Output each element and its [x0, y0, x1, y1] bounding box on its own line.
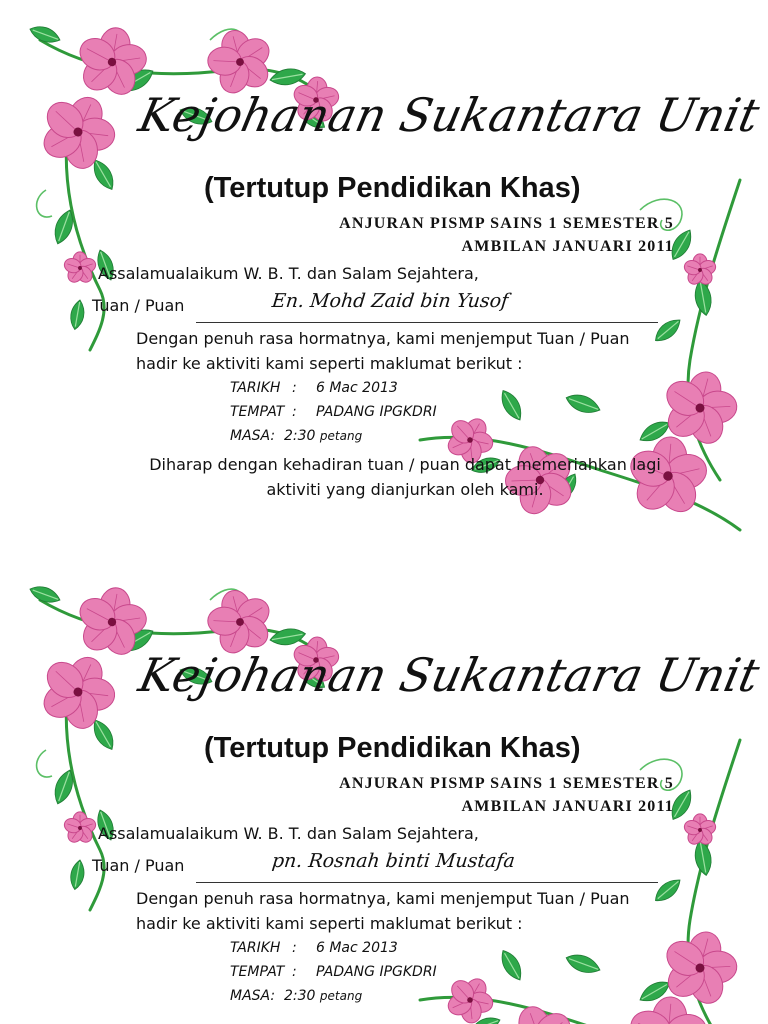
organizer-line-1: ANJURAN PISMP SAINS 1 SEMESTER 5	[339, 215, 674, 232]
greeting-text: Assalamualaikum W. B. T. dan Salam Sejahtera,	[98, 264, 479, 283]
date-label: TARIKH	[230, 380, 281, 396]
date-separator: :	[292, 380, 297, 396]
invitation-body	[136, 326, 630, 376]
closing-line-1: Diharap dengan kehadiran tuan / puan dapat memeriahkan lagi	[149, 455, 661, 474]
organizer-block	[339, 772, 674, 818]
flower-icon	[63, 812, 98, 845]
leaf-icon	[68, 299, 86, 331]
body-line-1: Dengan penuh rasa hormatnya, kami menjemput Tuan / Puan	[136, 889, 630, 908]
invitation-card-2	[0, 560, 768, 1024]
flower-icon	[63, 252, 98, 285]
flower-icon	[436, 968, 503, 1024]
time-value: 2:30	[284, 988, 316, 1004]
time-value: 2:30	[284, 428, 316, 444]
place-value: PADANG IPGKDRI	[316, 404, 437, 420]
salutation-label: Tuan / Puan	[92, 856, 185, 875]
recipient-underline	[196, 882, 658, 883]
leaf-icon	[651, 315, 684, 346]
organizer-line-2: AMBILAN JANUARI 2011	[461, 238, 674, 255]
leaf-icon	[497, 947, 527, 984]
body-line-1: Dengan penuh rasa hormatnya, kami menjemput Tuan / Puan	[136, 329, 630, 348]
event-details	[230, 376, 437, 448]
body-line-2: hadir ke aktiviti kami seperti maklumat berikut :	[136, 354, 523, 373]
event-subtitle: (Tertutup Pendidikan Khas)	[204, 172, 581, 204]
date-separator: :	[292, 940, 297, 956]
recipient-underline	[196, 322, 658, 323]
event-details	[230, 936, 437, 1008]
closing-line-2: aktiviti yang dianjurkan oleh kami.	[266, 480, 544, 499]
body-line-2: hadir ke aktiviti kami seperti maklumat berikut :	[136, 914, 523, 933]
event-title: Kejohanan Sukantara Unit	[134, 648, 765, 702]
recipient-name: En. Mohd Zaid bin Yusof	[270, 290, 510, 312]
time-suffix: petang	[319, 429, 363, 443]
tendril	[37, 750, 52, 777]
tendril	[37, 190, 52, 217]
time-row	[230, 424, 437, 448]
date-row	[230, 376, 437, 400]
flower-icon	[683, 814, 718, 847]
salutation-label: Tuan / Puan	[92, 296, 185, 315]
organizer-line-2: AMBILAN JANUARI 2011	[461, 798, 674, 815]
date-value: 6 Mac 2013	[316, 940, 398, 956]
time-label: MASA:	[230, 428, 276, 444]
leaf-icon	[564, 950, 603, 977]
place-row	[230, 400, 437, 424]
leaf-icon	[564, 390, 603, 417]
flower-icon	[25, 642, 130, 745]
organizer-block	[339, 212, 674, 258]
flower-icon	[69, 582, 155, 665]
date-value: 6 Mac 2013	[316, 380, 398, 396]
date-row	[230, 936, 437, 960]
closing-text	[140, 452, 670, 502]
greeting-text: Assalamualaikum W. B. T. dan Salam Sejahtera,	[98, 824, 479, 843]
organizer-line-1: ANJURAN PISMP SAINS 1 SEMESTER 5	[339, 775, 674, 792]
flower-icon	[25, 82, 130, 185]
place-separator: :	[292, 964, 297, 980]
place-value: PADANG IPGKDRI	[316, 964, 437, 980]
recipient-name: pn. Rosnah binti Mustafa	[270, 850, 516, 872]
place-label: TEMPAT	[230, 404, 285, 420]
time-suffix: petang	[319, 989, 363, 1003]
event-subtitle: (Tertutup Pendidikan Khas)	[204, 732, 581, 764]
place-label: TEMPAT	[230, 964, 285, 980]
flower-icon	[683, 254, 718, 287]
flower-icon	[493, 995, 588, 1024]
date-label: TARIKH	[230, 940, 281, 956]
flower-icon	[69, 22, 155, 105]
time-row	[230, 984, 437, 1008]
leaf-icon	[497, 387, 527, 424]
time-label: MASA:	[230, 988, 276, 1004]
leaf-icon	[651, 875, 684, 906]
leaf-icon	[68, 859, 86, 891]
leaf-icon	[269, 66, 307, 87]
place-row	[230, 960, 437, 984]
place-separator: :	[292, 404, 297, 420]
event-title: Kejohanan Sukantara Unit	[134, 88, 765, 142]
leaf-icon	[269, 626, 307, 647]
invitation-body	[136, 886, 630, 936]
